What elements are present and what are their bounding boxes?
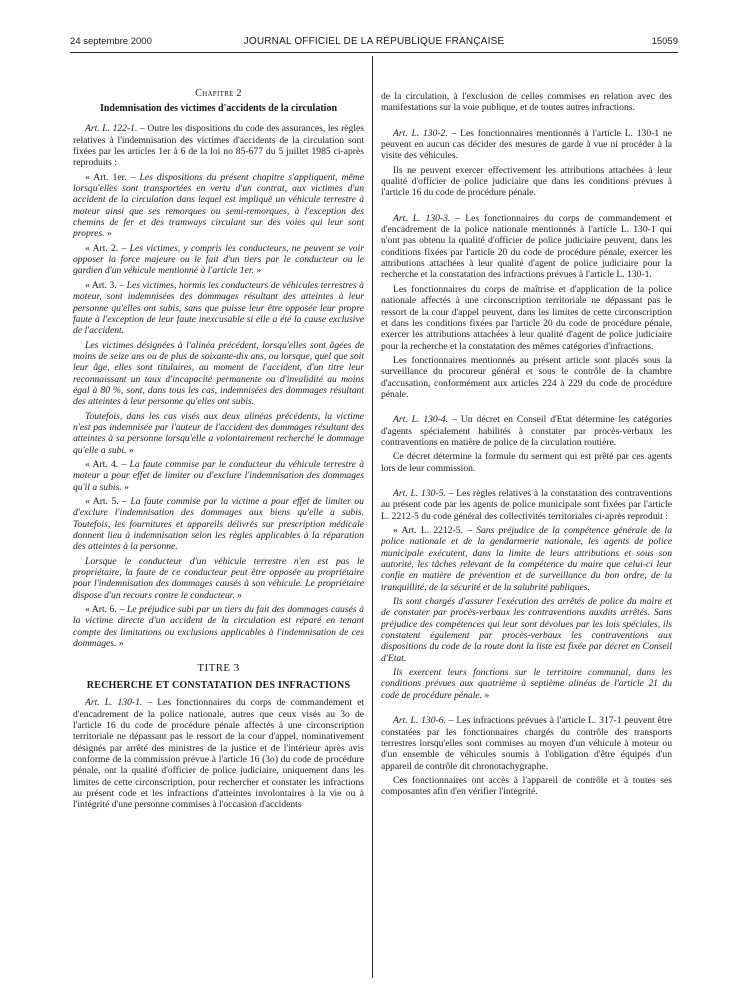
article-ref: Art. L. 130-5.	[393, 487, 446, 499]
article-lead: « Art. 3.	[85, 279, 120, 291]
article-6	[73, 604, 364, 649]
article-text: Lorsque le conducteur d'un véhicule terrestre n'en est pas le propriétaire, la faute de ce conducteur peut être opposée au propriétaire pour l'indemnisation des dommages causés à son véhicule. Le propriétaire dispose d'un recours contre le conducteur.	[73, 555, 364, 601]
titre-heading: TITRE 3	[197, 662, 240, 675]
header-rule	[70, 52, 678, 53]
article-5-para-2	[73, 556, 364, 601]
right-column	[381, 91, 672, 801]
article-3-para-2	[73, 340, 364, 408]
article-ref: Art. L. 130-1.	[85, 697, 143, 709]
article-lead: « Art. 5.	[85, 496, 123, 507]
article-text: – Les victimes, y compris les conducteurs, ne peuvent se voir opposer la force majeure ou le fait d'un tiers par le conducteur ou le gardien d'un véhicule mentionné à l'article 1er.	[73, 242, 364, 277]
article-l130-4-para-2: Ce décret détermine la formule du serment qui est prêté par ces agents lors de leur commission.	[381, 451, 672, 474]
article-text: – Les fonctionnaires du corps de commandement et d'encadrement de la police nationale mentionnés à l'article L. 130-1 qui n'ont pas obtenu la qualité d'officier de police judiciaire peuvent, dans les conditions fixées par l'article 20 du code de procédure pénale, exercer les attributions attachées à leur qualité d'agent de police judiciaire pour la recherche et la constatation des infractions prévues à l'article L. 130-1.	[381, 212, 672, 281]
chapter-title: Indemnisation des victimes d'accidents de la circulation	[99, 103, 338, 115]
column-separator	[372, 56, 373, 978]
article-text: – Outre les dispositions du code des assurances, les règles relatives à l'indemnisation des victimes d'accidents de la circulation sont fixées par les articles 1er à 6 de la loi no 85-677 du 5 juillet 1985 ci-après reproduits :	[73, 123, 364, 169]
article-l130-5	[381, 488, 672, 522]
article-l130-2-para-2: Ils ne peuvent exercer effectivement les attributions attachées à leur qualité d'officier de police judiciaire que dans les conditions prévues à l'article 16 du code de procédure pénale.	[381, 164, 672, 199]
article-text: – Le préjudice subi par un tiers du fait des dommages causés à la victime directe d'un accident de la circulation est réparé en tenant compte des limitations ou exclusions applicables à l'indemnisation de ces dommages.	[73, 604, 364, 650]
article-3	[73, 280, 364, 337]
header-journal-title: JOURNAL OFFICIEL DE LA RÉPUBLIQUE FRANÇAISE	[243, 36, 505, 47]
article-ref: Art. L. 130-4.	[393, 414, 449, 426]
running-header	[70, 36, 678, 50]
article-l130-6	[381, 715, 672, 772]
header-page-number: 15059	[651, 36, 678, 47]
article-lead: « Art. 1er.	[85, 171, 131, 183]
quote-close: »	[234, 589, 242, 601]
article-l130-3-para-3: Les fonctionnaires mentionnés au présent article sont placés sous la surveillance du procureur général et sous le contrôle de la chambre d'accusation, conformément aux articles 224 à 229 du code de procédure pénale.	[381, 354, 672, 400]
quote-close: »	[116, 638, 124, 650]
article-text: Ils sont chargés d'assurer l'exécution des arrêtés de police du maire et de constater par procès-verbaux les contraventions auxdits arrêtés. Sans préjudice des compétences qui leur sont dévolues par les lois spéciales, ils constatent également par procès-verbaux les contraventions aux dispositions du code de la route dont la liste est fixée par décret en Conseil d'Etat.	[381, 596, 672, 664]
article-text: – Sans préjudice de la compétence générale de la police nationale et de la gendarmerie nationale, les agents de police municipale exécutent, dans la limite de leurs attributions et sous son autorité, les tâches relevant de la compétence du maire que celui-ci leur confie en matière de prévention et de surveillance du bon ordre, de la tranquillité, de la sécurité et de la salubrité publiques.	[381, 525, 672, 593]
article-3-para-3	[73, 411, 364, 456]
chapter-label: Chapitre 2	[195, 88, 242, 99]
quote-close: »	[126, 444, 134, 456]
article-lead: « Art. 4.	[85, 458, 122, 470]
article-text: – Les fonctionnaires mentionnés à l'article L. 130-1 ne peuvent en aucun cas décider des mesures de garde à vue ni procéder à la visite des véhicules.	[381, 127, 672, 162]
article-l130-4	[381, 414, 672, 448]
article-l130-3	[381, 213, 672, 281]
article-text: – Un décret en Conseil d'Etat détermine les catégories d'agents spécialement habilités à constater par procès-verbaux les contraventions en matière de police de la circulation routière.	[381, 414, 672, 448]
article-ref: Art. L. 130-2.	[393, 127, 448, 139]
article-ref: Art. L. 122-1.	[85, 123, 138, 135]
article-5	[73, 496, 364, 553]
quote-close: »	[253, 265, 262, 277]
article-lead: « Art. 6.	[85, 604, 120, 616]
article-text: – Les infractions prévues à l'article L. 317-1 peuvent être constatées par les fonctionnaires chargés du contrôle des transports terrestres lorsqu'elles sont commises au moyen d'un véhicule à moteur ou d'un ensemble de véhicules soumis à l'obligation d'être équipés d'un appareil de contrôle dit chronotachygraphe.	[381, 715, 672, 772]
article-l130-2	[381, 128, 672, 162]
article-l122-1	[73, 123, 364, 168]
article-text: Les victimes désignées à l'alinéa précédent, lorsqu'elles sont âgées de moins de seize ans ou de plus de soixante-dix ans, ou lorsque, quel que soit leur âge, elles sont titulaires, au moment de l'accident, d'un titre leur reconnaissant un taux d'incapacité permanente ou d'invalidité au moins égal à 80 %, sont, dans tous les cas, indemnisées des dommages résultant des atteintes à leur personne qu'elles ont subis.	[73, 339, 364, 408]
header-date: 24 septembre 2000	[70, 36, 152, 47]
quote-close: »	[482, 689, 490, 701]
quote-close: »	[104, 228, 112, 240]
article-text: – La faute commise par le conducteur du véhicule terrestre à moteur a pour effet de limiter ou d'exclure l'indemnisation des dommages qu'il a subis.	[73, 458, 364, 493]
article-l130-6-para-2: Ces fonctionnaires ont accès à l'appareil de contrôle et à toutes ses composantes afin d'en vérifier l'intégrité.	[381, 774, 672, 798]
article-text: – Les dispositions du présent chapitre s'appliquent, même lorsqu'elles sont transportées en vertu d'un contrat, aux victimes d'un accident de la circulation dans lequel est impliqué un véhicule terrestre à moteur ainsi que ses remorques ou semi-remorques, à l'exception des chemins de fer et des tramways circulant sur des voies qui leur sont propres.	[73, 171, 364, 240]
quote-close: »	[121, 481, 129, 493]
left-column	[73, 88, 364, 814]
article-ref: Art. L. 130-6.	[393, 715, 446, 727]
article-text: Ils exercent leurs fonctions sur le territoire communal, dans les conditions prévues aux quatrième à septième alinéas de l'article 21 du code de procédure pénale.	[381, 667, 672, 701]
article-l130-1	[73, 697, 364, 810]
article-l2212-5-para-3	[381, 667, 672, 701]
article-l2212-5	[381, 525, 672, 593]
article-l130-3-para-2: Les fonctionnaires du corps de maîtrise et d'application de la police nationale affectés à une circonscription territoriale ne dépassant pas le ressort de la cour d'appel peuvent, dans les limites de cette circonscription et dans les conditions fixées par l'article 20 du code de procédure pénale, exercer les attributions attachées à leur qualité d'agent de police judiciaire pour la recherche et la constatation des mêmes catégories d'infractions.	[381, 283, 672, 352]
article-lead: « Art. L. 2212-5.	[393, 525, 468, 536]
article-4	[73, 459, 364, 493]
article-text: – Les règles relatives à la constatation des contraventions au présent code par les agents de police municipale sont fixées par l'article L. 2212-5 du code général des collectivités territoriales ci-après reproduit :	[381, 487, 672, 522]
article-text: – La faute commise par la victime a pour effet de limiter ou d'exclure l'indemnisation des dommages aux biens qu'elle a subis. Toutefois, les fournitures et appareils délivrés sur prescription médicale donnent lieu à indemnisation selon les règles applicables à la réparation des atteintes à la personne.	[73, 496, 364, 553]
continued-text: de la circulation, à l'exclusion de celles commises en relation avec des manifestations sur la voie publique, et de toutes autres infractions.	[381, 91, 672, 114]
article-lead: « Art. 2.	[85, 242, 122, 254]
article-2	[73, 243, 364, 277]
article-1	[73, 172, 364, 240]
article-text: – Les victimes, hormis les conducteurs de véhicules terrestres à moteur, sont indemnisées des dommages résultant des atteintes à leur personne qu'elles ont subis, sans que puisse leur être opposée leur propre faute à l'exception de leur faute inexcusable si elle a été la cause exclusive de l'accident.	[73, 279, 364, 337]
article-text: Toutefois, dans les cas visés aux deux alinéas précédents, la victime n'est pas indemnisée par l'auteur de l'accident des dommages résultant des atteintes à sa personne lorsqu'elle a volontairement recherché le dommage qu'elle a subi.	[73, 410, 364, 456]
article-text: – Les fonctionnaires du corps de commandement et d'encadrement de la police nationale, autres que ceux visés au 3o de l'article 16 du code de procédure pénale affectés à une circonscription territoriale ne dépassant pas le ressort de la cour d'appel, nominativement désignés par arrêté des ministres de la justice et de l'intérieur après avis conforme de la commission prévue à l'article 16 (3o) du code de procédure pénale, ont la qualité d'officier de police judiciaire, uniquement dans les limites de cette circonscription, pour rechercher et constater les infractions au présent code et les infractions d'atteintes involontaires à la vie ou à l'intégrité d'une personne commises à l'occasion d'accidents	[73, 697, 364, 811]
article-l2212-5-para-2	[381, 596, 672, 664]
article-ref: Art. L. 130-3.	[393, 212, 451, 224]
titre-subheading: RECHERCHE ET CONSTATATION DES INFRACTIONS	[86, 679, 351, 691]
